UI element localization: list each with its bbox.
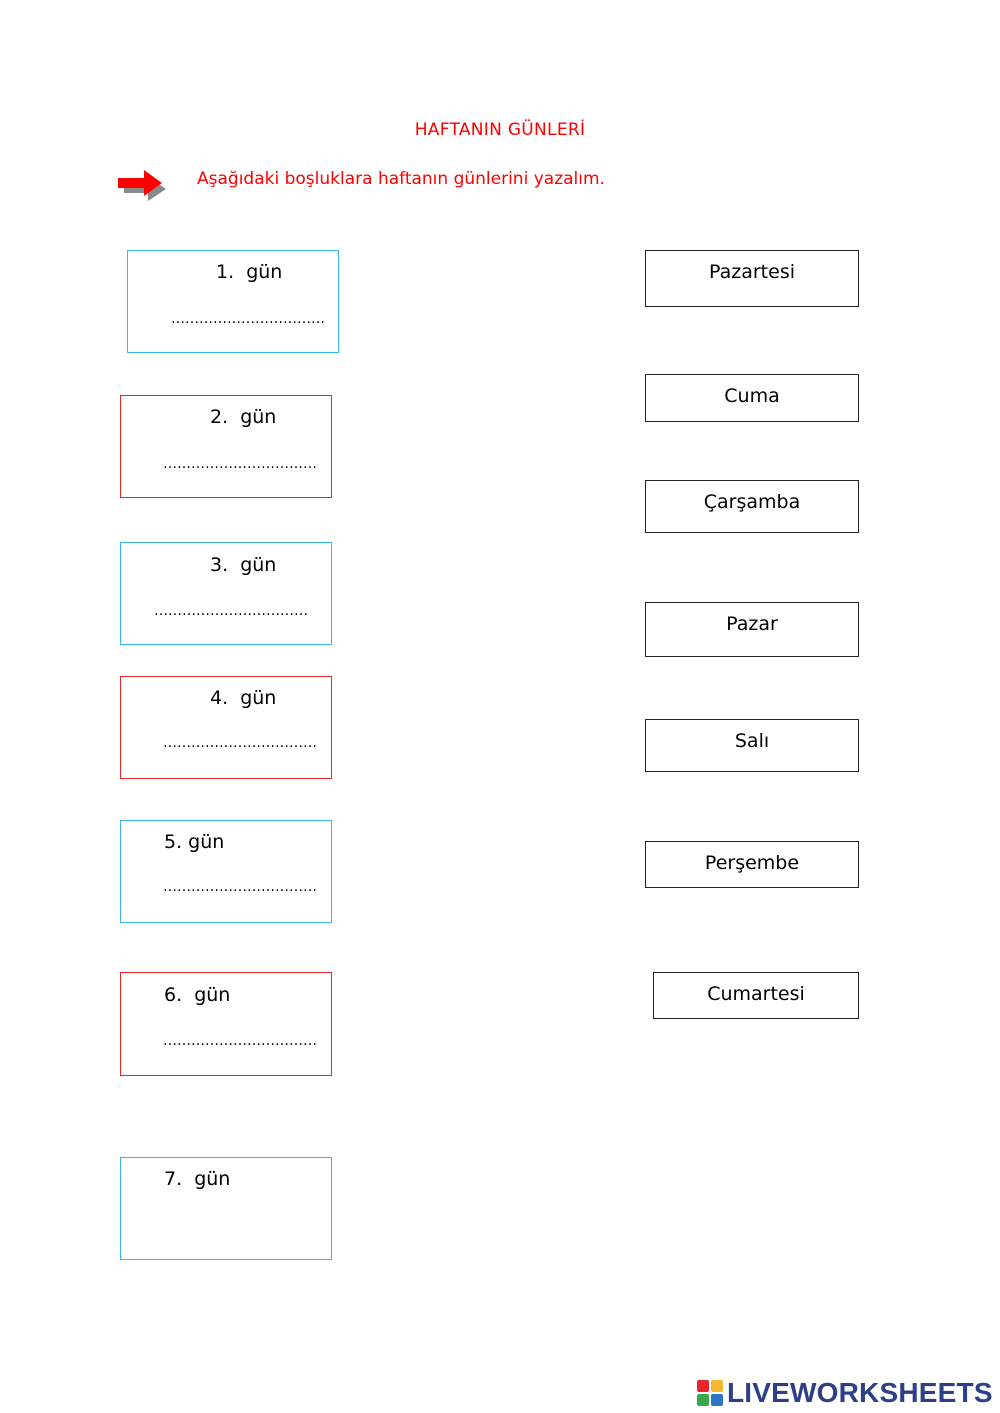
day-name-label: Pazartesi [709, 261, 795, 283]
day-name-label: Pazar [726, 613, 778, 635]
day-name-cuma[interactable] [645, 374, 859, 422]
day-label: 5. gün [164, 831, 225, 853]
day-name-label: Cumartesi [707, 983, 805, 1005]
day-box-4 [120, 676, 332, 779]
day-box-5 [120, 820, 332, 923]
arrow-right-icon [116, 168, 166, 202]
logo-text: LIVEWORKSHEETS [727, 1377, 993, 1408]
day-name-label: Perşembe [704, 852, 800, 874]
day-label: 1. gün [216, 261, 283, 283]
liveworksheets-logo [697, 1376, 993, 1410]
answer-blank[interactable]: …………………………… [163, 456, 317, 472]
day-label: 3. gün [210, 554, 277, 576]
day-label: 6. gün [164, 984, 231, 1006]
day-label: 7. gün [164, 1168, 231, 1190]
day-name-label: Cuma [724, 385, 780, 407]
day-name-carsamba[interactable] [645, 480, 859, 533]
answer-blank[interactable]: …………………………… [163, 1033, 317, 1049]
day-box-2 [120, 395, 332, 498]
day-name-persembe[interactable] [645, 841, 859, 888]
day-box-6 [120, 972, 332, 1076]
instruction-text: Aşağıdaki boşluklara haftanın günlerini yazalım. [197, 169, 605, 189]
answer-blank[interactable]: …………………………… [163, 879, 317, 895]
day-box-3 [120, 542, 332, 645]
liveworksheets-logo-icon [697, 1380, 723, 1406]
day-name-label: Çarşamba [703, 491, 801, 513]
day-name-pazar[interactable] [645, 602, 859, 657]
answer-blank[interactable]: …………………………… [171, 311, 325, 327]
day-name-pazartesi[interactable] [645, 250, 859, 307]
worksheet-title: HAFTANIN GÜNLERİ [414, 120, 586, 140]
day-box-1 [127, 250, 339, 353]
answer-blank[interactable]: …………………………… [154, 603, 308, 619]
day-box-7 [120, 1157, 332, 1260]
answer-blank[interactable]: …………………………… [163, 735, 317, 751]
day-label: 2. gün [210, 406, 277, 428]
day-name-cumartesi[interactable] [653, 972, 859, 1019]
day-name-sali[interactable] [645, 719, 859, 772]
day-name-label: Salı [734, 730, 770, 752]
day-label: 4. gün [210, 687, 277, 709]
